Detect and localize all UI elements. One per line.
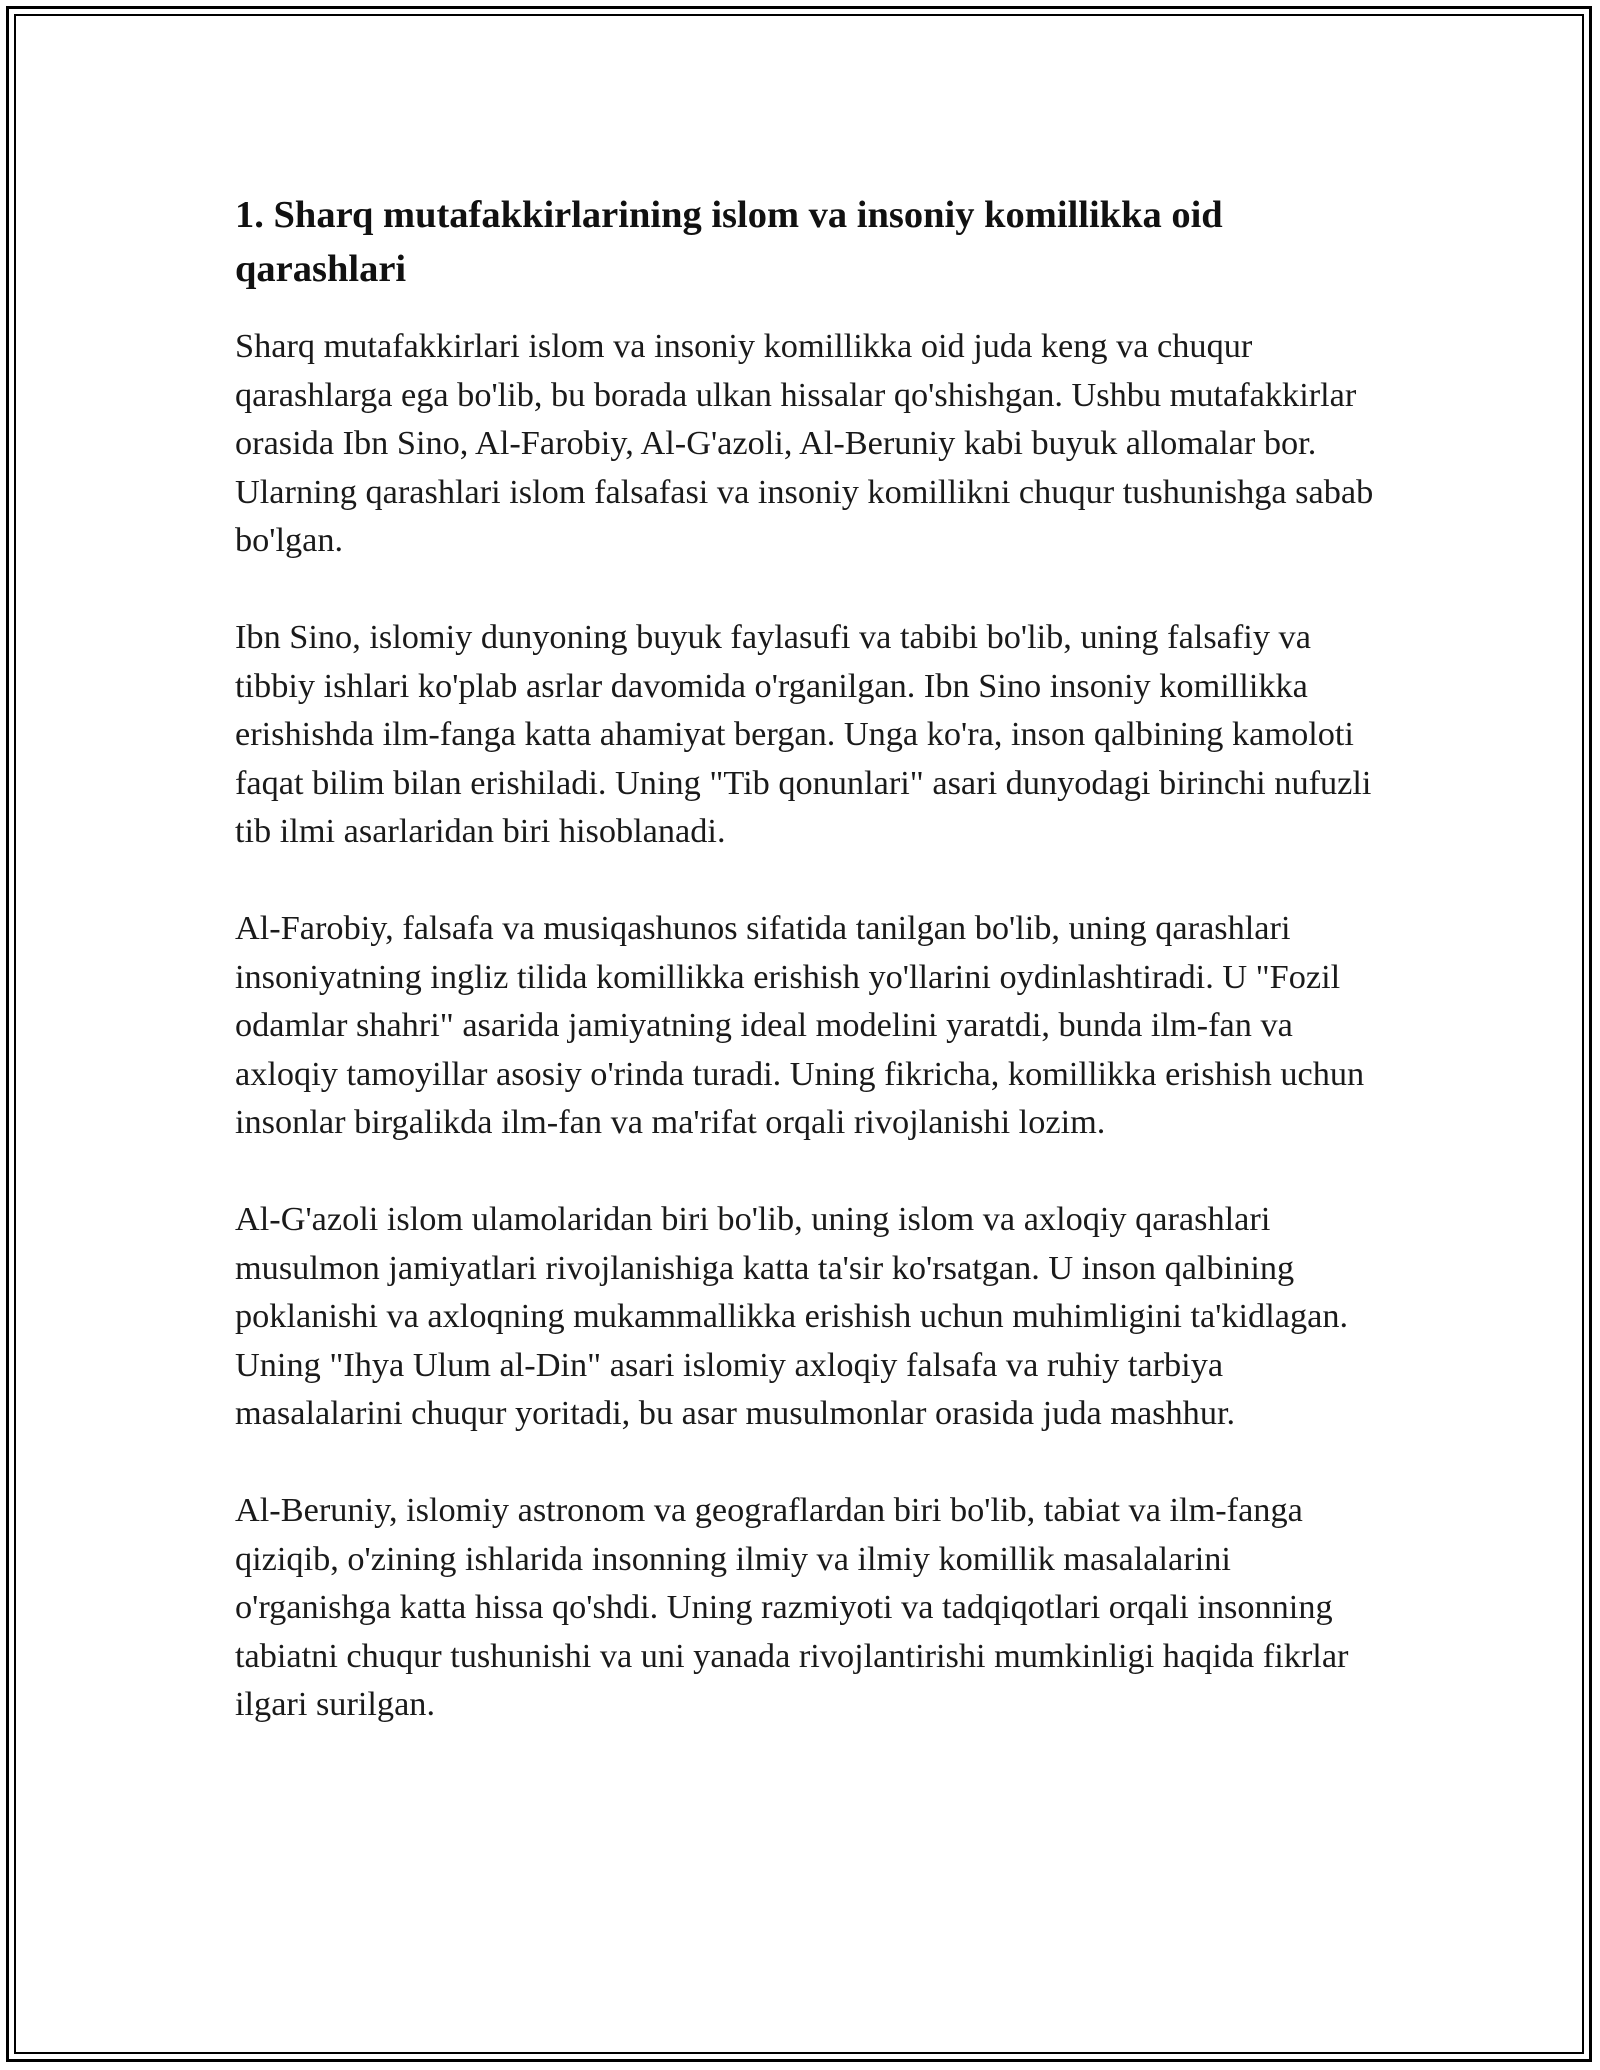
paragraph-al-gazoli: Al-G'azoli islom ulamolaridan biri bo'lib, uning islom va axloqiy qarashlari musulmon jamiyatlari rivojlanishiga katta ta'sir ko'rsatgan. U inson qalbining poklanishi va axloqning mukammallikka erishish uchun muhimligini ta'kidlagan. Uning "Ihya Ulum al-Din" asari islomiy axloqiy falsafa va ruhiy tarbiya masalalarini chuqur yoritadi, bu asar musulmonlar orasida juda mashhur. [235, 1200, 1349, 1432]
paragraph-ibn-sino: Ibn Sino, islomiy dunyoning buyuk faylasufi va tabibi bo'lib, uning falsafiy va tibbiy ishlari ko'plab asrlar davomida o'rganilgan. Ibn Sino insoniy komillikka erishishda ilm-fanga katta ahamiyat bergan. Unga ko'ra, inson qalbining kamoloti faqat bilim bilan erishiladi. Uning "Tib qonunlari" asari dunyodagi birinchi nufuzli tib ilmi asarlaridan biri hisoblanadi. [235, 618, 1372, 850]
paragraph-intro: Sharq mutafakkirlari islom va insoniy komillikka oid juda keng va chuqur qarashlarga ega bo'lib, bu borada ulkan hissalar qo'shishgan. Ushbu mutafakkirlar orasida Ibn Sino, Al-Farobiy, Al-G'azoli, Al-Beruniy kabi buyuk allomalar bor. Ularning qarashlari islom falsafasi va insoniy komillikni chuqur tushunishga sabab bo'lgan. [235, 327, 1374, 559]
section-heading: 1. Sharq mutafakkirlarining islom va insoniy komillikka oid qarashlari [235, 194, 1223, 290]
paragraph-al-farobiy: Al-Farobiy, falsafa va musiqashunos sifatida tanilgan bo'lib, uning qarashlari insoniyatning ingliz tilida komillikka erishish yo'llarini oydinlashtiradi. U "Fozil odamlar shahri" asarida jamiyatning ideal modelini yaratdi, bunda ilm-fan va axloqiy tamoyillar asosiy o'rinda turadi. Uning fikricha, komillikka erishish uchun insonlar birgalikda ilm-fan va ma'rifat orqali rivojlanishi lozim. [235, 909, 1365, 1141]
paragraph-al-beruniy: Al-Beruniy, islomiy astronom va geograflardan biri bo'lib, tabiat va ilm-fanga qiziqib, o'zining ishlarida insonning ilmiy va ilmiy komillik masalalarini o'rganishga katta hissa qo'shdi. Uning razmiyoti va tadqiqotlari orqali insonning tabiatni chuqur tushunishi va uni yanada rivojlantirishi mumkinligi haqida fikrlar ilgari surilgan. [235, 1491, 1349, 1723]
document-body [235, 188, 1375, 1729]
